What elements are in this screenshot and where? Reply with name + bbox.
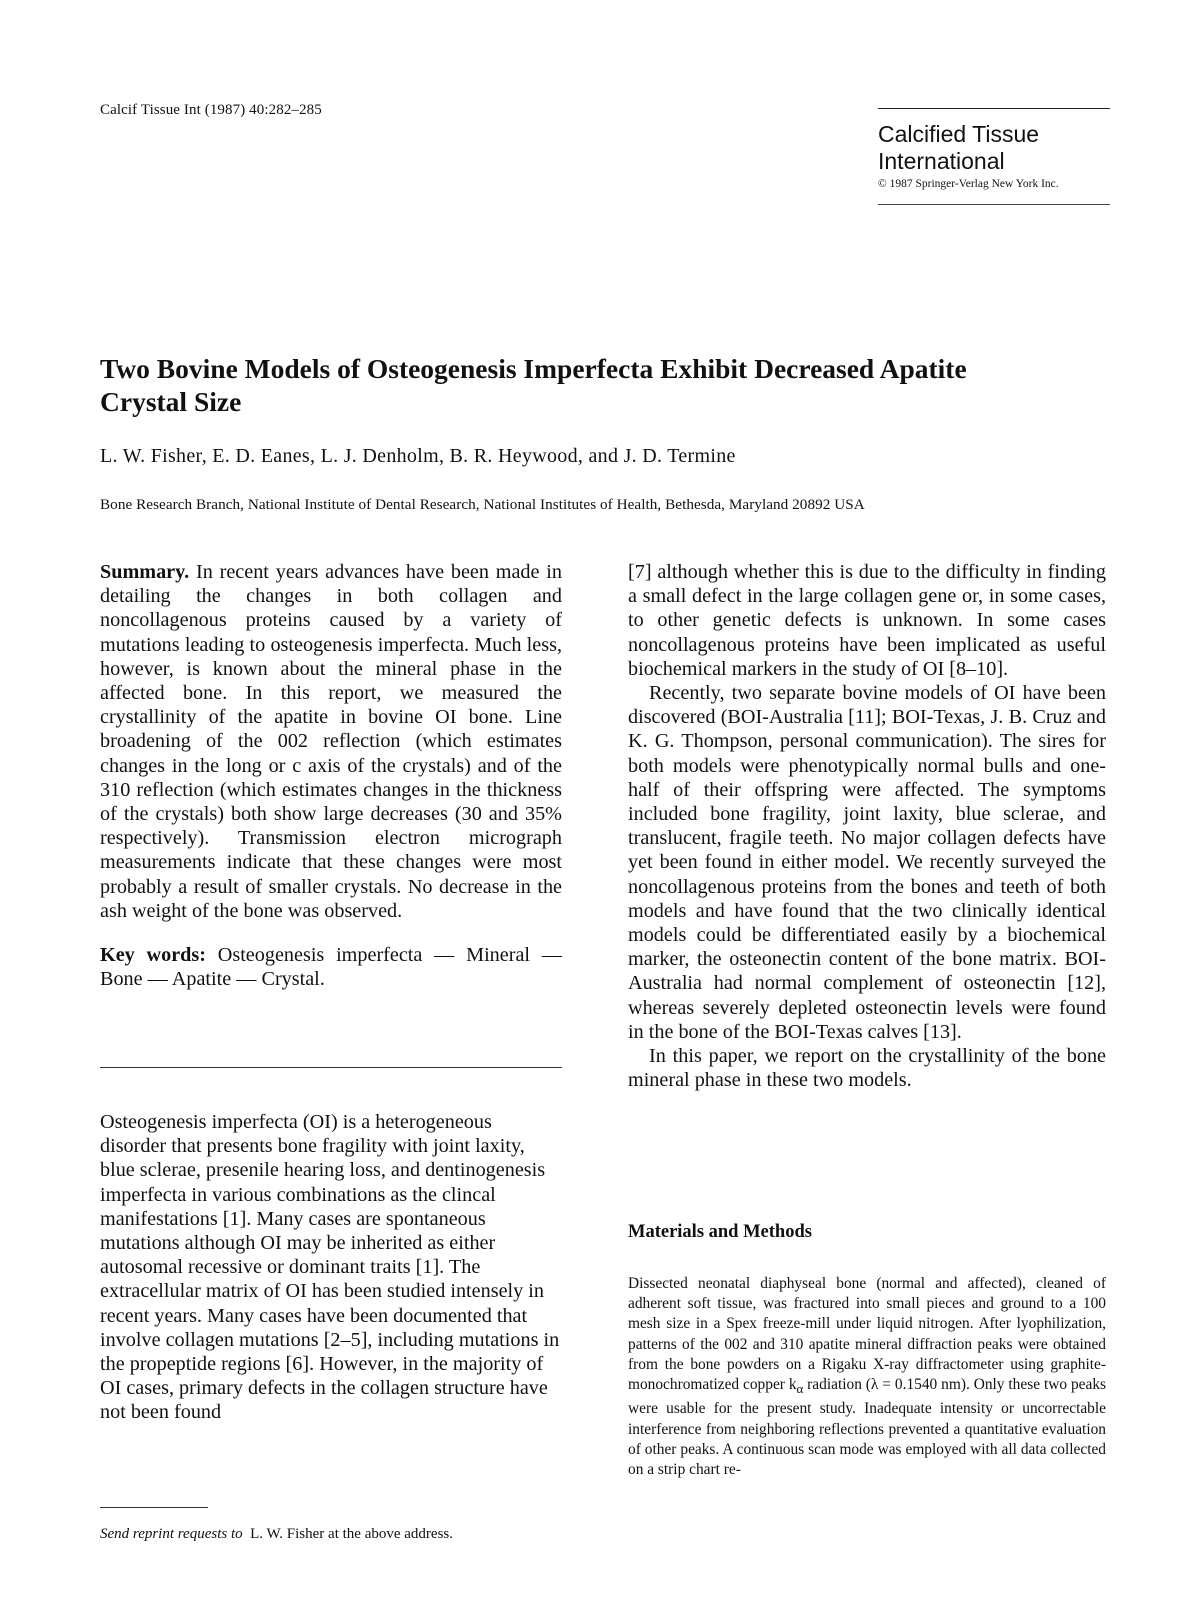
right-column (628, 560, 1106, 1092)
methods-text-part2: radiation (λ = 0.1540 nm). Only these two peaks were usable for the present study. Inadequate intensity or uncorrectable interference from neighboring reflections prevented a quantitative evaluation of other peaks. A continuous scan mode was employed with all data collected on a strip chart re- (628, 1376, 1106, 1478)
article-title: Two Bovine Models of Osteogenesis Imperfecta Exhibit Decreased Apatite Crystal Size (100, 353, 967, 417)
body-paragraph-3: In this paper, we report on the crystallinity of the bone mineral phase in these two models. (628, 1045, 1106, 1092)
methods-subscript: α (796, 1382, 804, 1397)
methods-paragraph (628, 1274, 1106, 1480)
summary-label: Summary. (100, 561, 190, 583)
body-paragraph-2: Recently, two separate bovine models of OI have been discovered (BOI-Australia [11]; BOI-Texas, J. B. Cruz and K. G. Thompson, personal communication). The sires for both models were phenotypically normal bulls and one-half of their offspring were affected. The symptoms included bone fragility, joint laxity, blue sclerae, and translucent, fragile teeth. No major collagen defects have yet been found in either model. We recently surveyed the noncollagenous proteins from the bones and teeth of both models and have found that the two clinically identical models could be differentiated easily by a biochemical marker, the osteonectin content of the bone matrix. BOI-Australia had normal complement of osteonectin [12], whereas severely depleted osteonectin levels were found in the bone of the BOI-Texas calves [13]. (628, 682, 1106, 1043)
intro-column (100, 1110, 562, 1425)
footnote-text: L. W. Fisher at the above address. (250, 1526, 453, 1542)
keywords-label: Key words: (100, 944, 206, 967)
methods-text-part1: Dissected neonatal diaphyseal bone (normal and affected), cleaned of adherent soft tissue, was fractured into small pieces and ground to a 100 mesh size in a Spex freeze-mill under liquid nitrogen. After lyophilization, patterns of the 002 and 310 apatite mineral diffraction peaks were obtained from the bone powders on a Rigaku X-ray diffractometer using graphite-monochromatized copper k (628, 1275, 1106, 1394)
author-list: L. W. Fisher, E. D. Eanes, L. J. Denholm, B. R. Heywood, and J. D. Termine (100, 445, 736, 467)
abstract-separator (100, 1067, 562, 1068)
journal-citation: Calcif Tissue Int (1987) 40:282–285 (100, 102, 322, 118)
keywords-paragraph (100, 943, 562, 991)
masthead-top-rule (878, 108, 1110, 109)
summary-text: In recent years advances have been made in detailing the changes in both collagen and noncollagenous proteins caused by a variety of mutations leading to osteogenesis imperfecta. Much less, however, is known about the mineral phase in the affected bone. In this report, we measured the crystallinity of the apatite in bovine OI bone. Line broadening of the 002 reflection (which estimates changes in the long or c axis of the crystals) and of the 310 reflection (which estimates changes in the thickness of the crystals) both show large decreases (30 and 35% respectively). Transmission electron micrograph measurements indicate that these changes were most probably a result of smaller crystals. No decrease in the ash weight of the bone was observed. (100, 561, 562, 922)
continued-paragraph: [7] although whether this is due to the difficulty in finding a small defect in the large collagen gene or, in some cases, to other genetic defects is unknown. In some cases noncollagenous proteins have been implicated as useful biochemical markers in the study of OI [8–10]. (628, 561, 1106, 680)
journal-name: Calcified Tissue International (878, 121, 1040, 174)
footnote (100, 1526, 453, 1543)
masthead-bottom-rule (878, 204, 1110, 205)
journal-copyright: © 1987 Springer-Verlag New York Inc. (878, 178, 1059, 190)
intro-paragraph: Osteogenesis imperfecta (OI) is a heterogeneous disorder that presents bone fragility with joint laxity, blue sclerae, presenile hearing loss, and dentinogenesis imperfecta in various combinations as the clincal manifestations [1]. Many cases are spontaneous mutations although OI may be inherited as either autosomal recessive or dominant traits [1]. The extracellular matrix of OI has been studied intensely in recent years. Many cases have been documented that involve collagen mutations [2–5], including mutations in the propeptide regions [6]. However, in the majority of OI cases, primary defects in the collagen structure have not been found (100, 1111, 560, 1424)
author-affiliation: Bone Research Branch, National Institute of Dental Research, National Institutes of Health, Bethesda, Maryland 20892 USA (100, 496, 865, 513)
section-heading-methods: Materials and Methods (628, 1222, 812, 1242)
journal-masthead (878, 108, 1110, 205)
summary-paragraph (100, 560, 562, 923)
abstract-column (100, 560, 562, 991)
footnote-lead: Send reprint requests to (100, 1526, 243, 1542)
keywords-text: Osteogenesis imperfecta — Mineral — Bone — Apatite — Crystal. (100, 944, 562, 991)
footnote-rule (100, 1507, 208, 1508)
